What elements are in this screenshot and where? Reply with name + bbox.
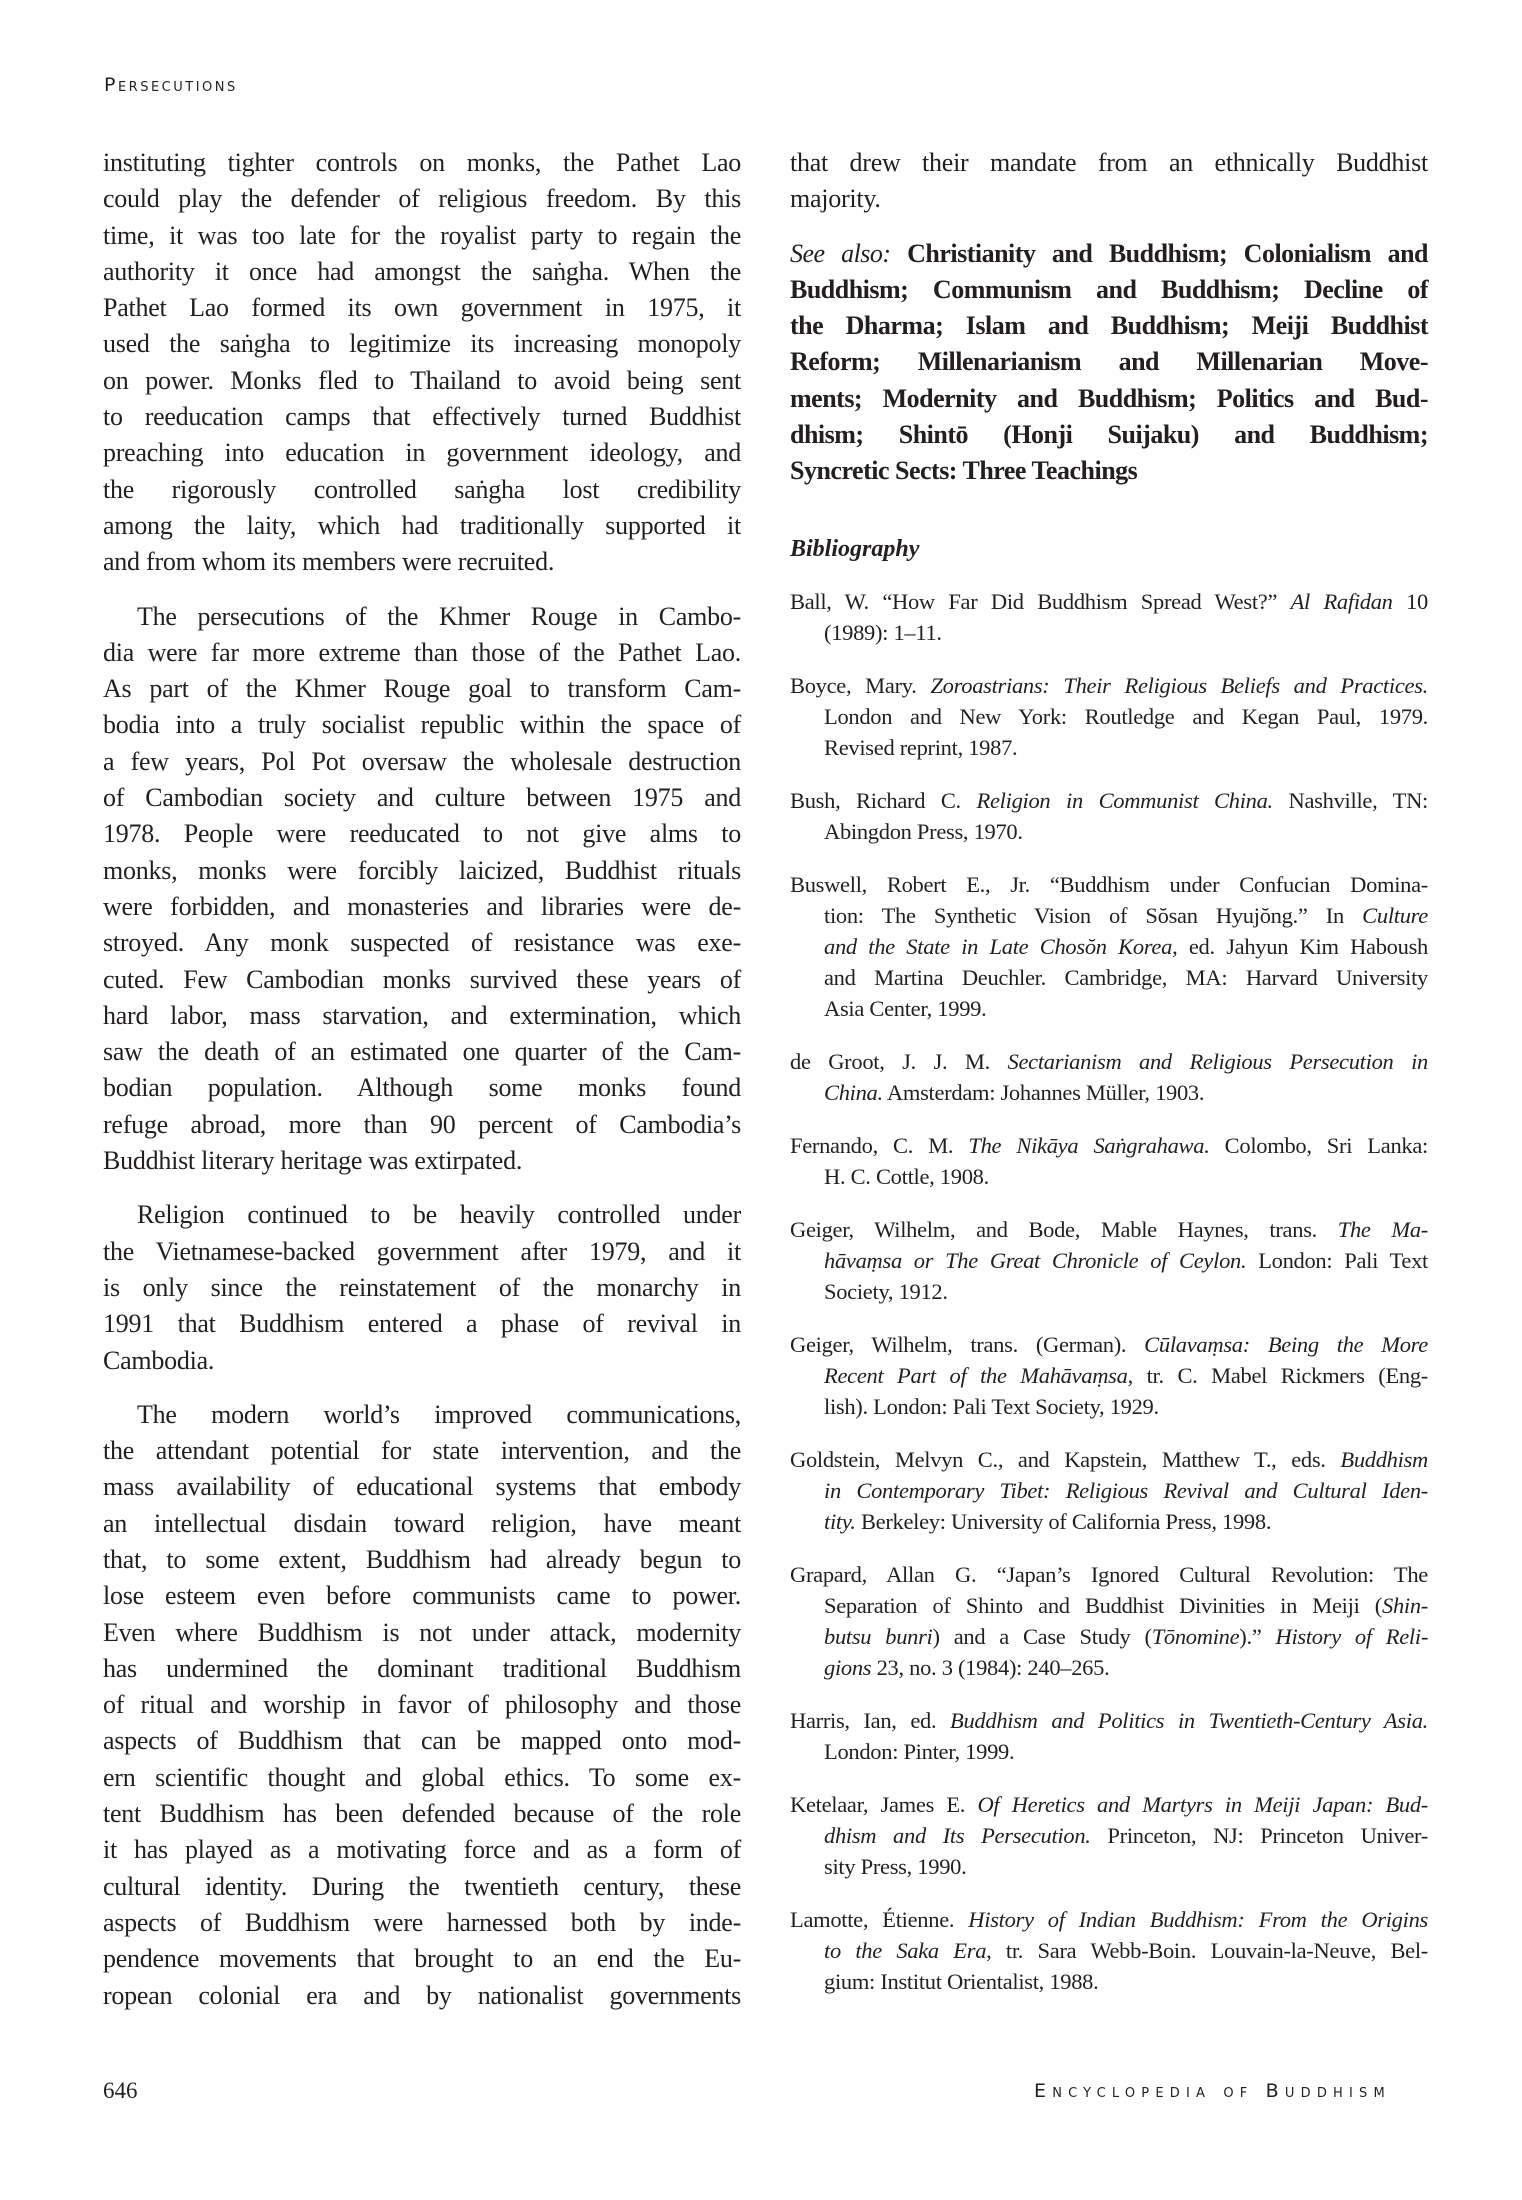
- text-run: aspects of Buddhism were harnessed both by inde-: [103, 1907, 741, 1937]
- text-line: [790, 869, 1428, 900]
- text-line: [790, 701, 1428, 732]
- text-line: [103, 1034, 741, 1070]
- text-run: London: Pinter, 1999.: [824, 1738, 1015, 1764]
- text-run: Buddhist literary heritage was extirpated.: [103, 1146, 523, 1176]
- text-line: [790, 1621, 1428, 1652]
- text-run: Fernando, C. M.: [790, 1132, 969, 1158]
- text-run: an intellectual disdain toward religion, have meant: [103, 1508, 741, 1538]
- text-line: [790, 931, 1428, 962]
- text-run: (1989): 1–11.: [824, 619, 942, 645]
- text-line: [790, 1046, 1428, 1077]
- text-line: [103, 1270, 741, 1306]
- text-run: monks, monks were forcibly laicized, Buddhist rituals: [103, 855, 741, 885]
- bibliography-entry: [790, 1214, 1428, 1307]
- text-run: Asia Center, 1999.: [824, 995, 987, 1021]
- text-line: [103, 1578, 741, 1614]
- text-run: hard labor, mass starvation, and extermination, which: [103, 1000, 741, 1030]
- bibliography-entry: [790, 1904, 1428, 1997]
- body-paragraph: [103, 145, 741, 581]
- bibliography-list: [790, 586, 1428, 1997]
- text-run: tion: The Synthetic Vision of Sŏsan Hyujŏng.” In: [824, 902, 1363, 928]
- text-run: Pathet Lao formed its own government in 1975, it: [103, 293, 741, 323]
- bibliography-entry: [790, 1329, 1428, 1422]
- italic-text: The Nikāya Saṅgrahawa.: [968, 1132, 1210, 1158]
- text-line: [790, 1130, 1428, 1161]
- text-line: [790, 1935, 1428, 1966]
- text-line: [103, 707, 741, 743]
- text-line: [790, 900, 1428, 931]
- bibliography-entry: [790, 1130, 1428, 1192]
- text-run: 1991 that Buddhism entered a phase of revival in: [103, 1309, 741, 1339]
- text-run: Ball, W. “How Far Did Buddhism Spread West?”: [790, 588, 1291, 614]
- text-line: [790, 1851, 1428, 1882]
- text-run: bodia into a truly socialist republic within the space of: [103, 710, 741, 740]
- text-run: Reform; Millenarianism and Millenarian Move-: [790, 347, 1428, 377]
- text-run: instituting tighter controls on monks, the Pathet Lao: [103, 148, 741, 177]
- text-run: stroyed. Any monk suspected of resistance was exe-: [103, 928, 741, 958]
- bibliography-entry: [790, 1789, 1428, 1882]
- text-run: the Dharma; Islam and Buddhism; Meiji Buddhist: [790, 311, 1428, 341]
- text-line: [790, 1475, 1428, 1506]
- text-line: [790, 1966, 1428, 1997]
- bibliography-entry: [790, 586, 1428, 648]
- text-line: [103, 1469, 741, 1505]
- text-run: Geiger, Wilhelm, trans. (German).: [790, 1331, 1145, 1357]
- text-line: [790, 1214, 1428, 1245]
- body-paragraph: [103, 1197, 741, 1378]
- text-line: [790, 1559, 1428, 1590]
- text-line: [103, 1687, 741, 1723]
- text-line: [103, 1234, 741, 1270]
- text-line: [103, 363, 741, 399]
- text-run: authority it once had amongst the saṅgha. When the: [103, 256, 741, 286]
- italic-text: See also:: [790, 238, 908, 268]
- italic-text: tity.: [824, 1508, 856, 1534]
- text-line: [790, 1329, 1428, 1360]
- italic-text: in Contemporary Tibet: Religious Revival and Cultural Iden-: [824, 1477, 1428, 1503]
- text-run: As part of the Khmer Rouge goal to transform Cam-: [103, 674, 741, 704]
- text-line: [790, 993, 1428, 1024]
- text-run: Grapard, Allan G. “Japan’s Ignored Cultural Revolution: The: [790, 1561, 1428, 1587]
- text-line: [103, 1651, 741, 1687]
- text-line: [103, 1197, 741, 1233]
- text-run: the rigorously controlled saṅgha lost credibility: [103, 474, 741, 504]
- text-run: that drew their mandate from an ethnically Buddhist: [790, 148, 1428, 177]
- text-line: [790, 1276, 1428, 1307]
- italic-text: and the State in Late Chosŏn Korea: [824, 933, 1173, 959]
- text-run: Buddhism; Communism and Buddhism; Decline of: [790, 274, 1428, 304]
- italic-text: Shin-: [1382, 1592, 1428, 1618]
- text-line: [103, 816, 741, 852]
- text-run: Cambodia.: [103, 1345, 215, 1375]
- text-line: [103, 218, 741, 254]
- text-line: [103, 1941, 741, 1977]
- text-line: [103, 1070, 741, 1106]
- text-run: de Groot, J. J. M.: [790, 1048, 1008, 1074]
- italic-text: Zoroastrians: Their Religious Beliefs and Practices.: [930, 672, 1428, 698]
- text-run: Berkeley: University of California Press, 1998.: [855, 1508, 1272, 1534]
- text-line: [103, 145, 741, 181]
- text-run: Princeton, NJ: Princeton Univer-: [1090, 1822, 1428, 1848]
- text-line: [790, 236, 1428, 272]
- text-line: [103, 1615, 741, 1651]
- text-run: refuge abroad, more than 90 percent of Cambodia’s: [103, 1109, 741, 1139]
- text-line: [103, 181, 741, 217]
- italic-text: Al Rafidan: [1290, 588, 1393, 614]
- text-run: Even where Buddhism is not under attack, modernity: [103, 1617, 741, 1647]
- text-line: [790, 1161, 1428, 1192]
- text-run: ).”: [1239, 1623, 1276, 1649]
- text-line: [103, 326, 741, 362]
- text-run: Religion continued to be heavily controlled under: [137, 1200, 741, 1230]
- text-line: [103, 399, 741, 435]
- running-foot: Encyclopedia of Buddhism: [1034, 2080, 1391, 2102]
- text-line: [790, 1736, 1428, 1767]
- text-line: [103, 1343, 741, 1379]
- text-line: [103, 1306, 741, 1342]
- text-line: [790, 785, 1428, 816]
- bibliography-entry: [790, 1705, 1428, 1767]
- text-line: [790, 453, 1428, 489]
- text-run: it has played as a motivating force and as a form of: [103, 1835, 741, 1865]
- bibliography-entry: [790, 869, 1428, 1024]
- text-run: 1978. People were reeducated to not give alms to: [103, 819, 741, 849]
- text-run: the attendant potential for state intervention, and the: [103, 1436, 741, 1466]
- text-run: London: Pali Text: [1246, 1247, 1428, 1273]
- italic-text: History of Indian Buddhism: From the Origins: [968, 1906, 1428, 1932]
- italic-text: dhism and Its Persecution.: [824, 1822, 1091, 1848]
- text-run: Buswell, Robert E., Jr. “Buddhism under Confucian Domina-: [790, 871, 1428, 897]
- bibliography-heading: Bibliography: [790, 535, 920, 562]
- text-run: Christianity and Buddhism; Colonialism and: [907, 238, 1428, 268]
- text-run: dhism; Shintō (Honji Suijaku) and Buddhism;: [790, 420, 1428, 450]
- text-run: ments; Modernity and Buddhism; Politics and Bud-: [790, 383, 1428, 413]
- text-line: [103, 508, 741, 544]
- text-line: [790, 1590, 1428, 1621]
- text-run: 23, no. 3 (1984): 240–265.: [871, 1654, 1110, 1680]
- text-line: [790, 1444, 1428, 1475]
- text-run: on power. Monks fled to Thailand to avoid being sent: [103, 365, 741, 395]
- text-run: Nashville, TN:: [1272, 787, 1428, 813]
- text-line: [790, 344, 1428, 380]
- text-line: [790, 308, 1428, 344]
- text-line: [103, 1832, 741, 1868]
- text-line: [790, 381, 1428, 417]
- text-line: [790, 1360, 1428, 1391]
- text-run: aspects of Buddhism that can be mapped onto mod-: [103, 1726, 741, 1756]
- text-run: Revised reprint, 1987.: [824, 734, 1018, 760]
- text-line: [790, 1245, 1428, 1276]
- text-run: majority.: [790, 184, 881, 214]
- left-column: [103, 145, 741, 2032]
- italic-text: China.: [824, 1079, 883, 1105]
- text-line: [103, 1905, 741, 1941]
- italic-text: butsu bunri: [824, 1623, 933, 1649]
- text-run: to reeducation camps that effectively turned Buddhist: [103, 402, 741, 432]
- text-run: were forbidden, and monasteries and libraries were de-: [103, 891, 741, 921]
- text-line: [103, 1723, 741, 1759]
- text-line: [103, 1107, 741, 1143]
- text-line: [103, 1978, 741, 2014]
- text-line: [103, 889, 741, 925]
- italic-text: Religion in Communist China.: [976, 787, 1273, 813]
- text-run: Syncretic Sects: Three Teachings: [790, 456, 1138, 486]
- text-line: [103, 472, 741, 508]
- text-line: [103, 1397, 741, 1433]
- text-run: saw the death of an estimated one quarter of the Cam-: [103, 1037, 741, 1067]
- text-line: [790, 617, 1428, 648]
- italic-text: Cūlavaṃsa: Being the More: [1144, 1331, 1428, 1357]
- text-line: [790, 586, 1428, 617]
- italic-text: Of Heretics and Martyrs in Meiji Japan: Bud-: [977, 1791, 1429, 1817]
- bibliography-entry: [790, 670, 1428, 763]
- text-run: lose esteem even before communists came to power.: [103, 1581, 741, 1611]
- body-paragraph: [103, 599, 741, 1180]
- text-line: [103, 635, 741, 671]
- text-run: H. C. Cottle, 1908.: [824, 1163, 989, 1189]
- text-line: [103, 780, 741, 816]
- italic-text: gions: [824, 1654, 872, 1680]
- text-line: [103, 671, 741, 707]
- text-run: and from whom its members were recruited.: [103, 547, 555, 577]
- italic-text: The Ma-: [1337, 1216, 1428, 1242]
- text-run: Bush, Richard C.: [790, 787, 977, 813]
- text-line: [790, 1391, 1428, 1422]
- text-run: Society, 1912.: [824, 1278, 948, 1304]
- body-paragraph: [103, 1397, 741, 2014]
- text-line: [790, 1904, 1428, 1935]
- text-run: The persecutions of the Khmer Rouge in Cambo-: [137, 601, 741, 631]
- running-head: Persecutions: [104, 74, 238, 96]
- text-run: , ed. Jahyun Kim Haboush: [1172, 933, 1428, 959]
- text-line: [103, 744, 741, 780]
- text-run: mass availability of educational systems that embody: [103, 1472, 741, 1502]
- text-run: used the saṅgha to legitimize its increasing monopoly: [103, 329, 741, 359]
- text-run: Ketelaar, James E.: [790, 1791, 978, 1817]
- text-line: [790, 417, 1428, 453]
- italic-text: Culture: [1362, 902, 1428, 928]
- text-run: among the laity, which had traditionally supported it: [103, 510, 741, 540]
- italic-text: Tōnomine: [1151, 1623, 1240, 1649]
- text-run: ropean colonial era and by nationalist governments: [103, 1980, 741, 2010]
- text-run: 10: [1392, 588, 1428, 614]
- text-run: tent Buddhism has been defended because of the role: [103, 1799, 741, 1829]
- see-also: [790, 236, 1428, 490]
- text-run: pendence movements that brought to an end the Eu-: [103, 1944, 741, 1974]
- text-line: [103, 435, 741, 471]
- text-run: ) and a Case Study (: [932, 1623, 1152, 1649]
- text-line: [103, 599, 741, 635]
- text-run: The modern world’s improved communications,: [137, 1399, 741, 1429]
- text-run: time, it was too late for the royalist party to regain the: [103, 220, 741, 250]
- text-run: is only since the reinstatement of the monarchy in: [103, 1272, 741, 1302]
- text-run: Colombo, Sri Lanka:: [1209, 1132, 1428, 1158]
- text-line: [103, 925, 741, 961]
- text-line: [103, 254, 741, 290]
- text-run: a few years, Pol Pot oversaw the wholesale destruction: [103, 746, 741, 776]
- text-run: Amsterdam: Johannes Müller, 1903.: [882, 1079, 1205, 1105]
- text-run: London and New York: Routledge and Kegan Paul, 1979.: [824, 703, 1428, 729]
- text-line: [790, 1506, 1428, 1537]
- text-run: Separation of Shinto and Buddhist Divinities in Meiji (: [824, 1592, 1382, 1618]
- bibliography-entry: [790, 1046, 1428, 1108]
- text-line: [790, 1077, 1428, 1108]
- text-line: [103, 1143, 741, 1179]
- text-line: [790, 962, 1428, 993]
- text-run: and Martina Deuchler. Cambridge, MA: Harvard University: [824, 964, 1428, 990]
- text-line: [103, 1433, 741, 1469]
- text-line: [790, 670, 1428, 701]
- page-number: 646: [103, 2078, 138, 2103]
- text-line: [790, 181, 1428, 217]
- text-line: [790, 1705, 1428, 1736]
- text-run: bodian population. Although some monks found: [103, 1073, 741, 1103]
- text-line: [103, 1542, 741, 1578]
- text-run: the Vietnamese-backed government after 1979, and it: [103, 1236, 741, 1266]
- text-line: [103, 853, 741, 889]
- text-run: Geiger, Wilhelm, and Bode, Mable Haynes, trans.: [790, 1216, 1338, 1242]
- text-run: lish). London: Pali Text Society, 1929.: [824, 1393, 1159, 1419]
- text-run: preaching into education in government ideology, and: [103, 438, 741, 468]
- text-run: Harris, Ian, ed.: [790, 1707, 951, 1733]
- text-line: [790, 145, 1428, 181]
- text-run: Goldstein, Melvyn C., and Kapstein, Matthew T., eds.: [790, 1446, 1341, 1472]
- text-run: dia were far more extreme than those of the Pathet Lao.: [103, 637, 741, 667]
- text-run: , tr. C. Mabel Rickmers (Eng-: [1127, 1362, 1428, 1388]
- text-line: [790, 1820, 1428, 1851]
- right-column: [790, 145, 1428, 2019]
- text-line: [103, 1869, 741, 1905]
- text-run: Abingdon Press, 1970.: [824, 818, 1023, 844]
- bibliography-entry: [790, 785, 1428, 847]
- text-run: cultural identity. During the twentieth century, these: [103, 1871, 741, 1901]
- italic-text: History of Reli-: [1275, 1623, 1429, 1649]
- italic-text: hāvaṃsa or The Great Chronicle of Ceylon.: [824, 1247, 1247, 1273]
- text-line: [790, 816, 1428, 847]
- text-line: [103, 1796, 741, 1832]
- text-run: gium: Institut Orientalist, 1988.: [824, 1968, 1099, 1994]
- text-line: [103, 962, 741, 998]
- text-line: [103, 1506, 741, 1542]
- bibliography-entry: [790, 1444, 1428, 1537]
- text-line: [790, 732, 1428, 763]
- text-line: [790, 1789, 1428, 1820]
- italic-text: Sectarianism and Religious Persecution in: [1007, 1048, 1428, 1074]
- text-line: [103, 544, 741, 580]
- text-line: [103, 998, 741, 1034]
- text-run: Boyce, Mary.: [790, 672, 931, 698]
- italic-text: to the Saka Era: [824, 1937, 987, 1963]
- text-line: [790, 1652, 1428, 1683]
- text-run: of Cambodian society and culture between 1975 and: [103, 783, 741, 813]
- text-line: [103, 290, 741, 326]
- text-run: could play the defender of religious freedom. By this: [103, 184, 741, 214]
- text-run: Lamotte, Étienne.: [790, 1906, 969, 1932]
- bibliography-entry: [790, 1559, 1428, 1683]
- italic-text: Buddhism and Politics in Twentieth-Century Asia.: [950, 1707, 1428, 1733]
- text-run: of ritual and worship in favor of philosophy and those: [103, 1690, 741, 1720]
- text-run: sity Press, 1990.: [824, 1853, 967, 1879]
- italic-text: Recent Part of the Mahāvaṃsa: [824, 1362, 1128, 1388]
- continued-paragraph: [790, 145, 1428, 218]
- text-run: , tr. Sara Webb-Boin. Louvain-la-Neuve, Bel-: [986, 1937, 1428, 1963]
- italic-text: Buddhism: [1340, 1446, 1428, 1472]
- text-run: that, to some extent, Buddhism had already begun to: [103, 1544, 741, 1574]
- text-run: ern scientific thought and global ethics. To some ex-: [103, 1762, 741, 1792]
- text-line: [103, 1760, 741, 1796]
- text-line: [790, 272, 1428, 308]
- text-run: cuted. Few Cambodian monks survived these years of: [103, 964, 741, 994]
- text-run: has undermined the dominant traditional Buddhism: [103, 1653, 741, 1683]
